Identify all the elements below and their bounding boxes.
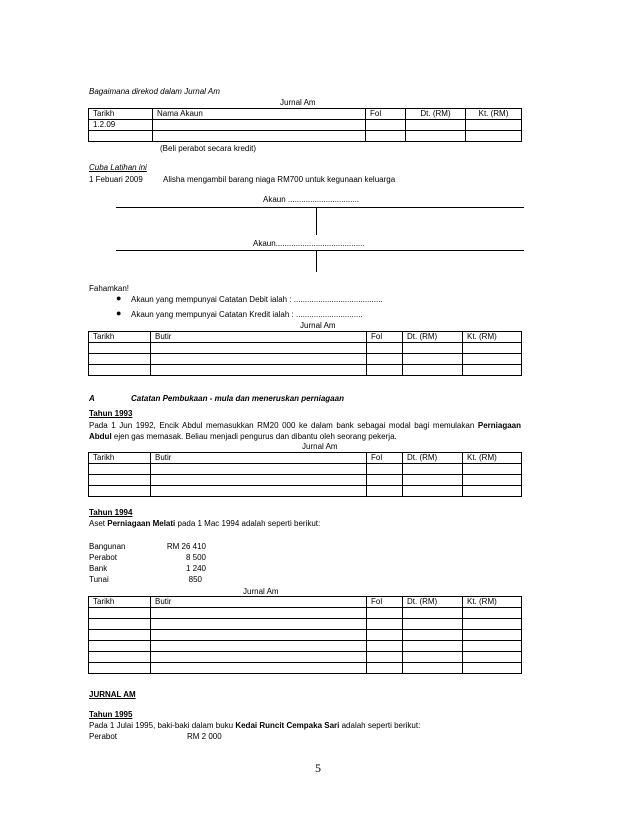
section-letter: A xyxy=(89,394,95,403)
t-account-1-title: Akaun ................................ xyxy=(263,195,360,204)
year-1994-heading: Tahun 1994 xyxy=(89,508,133,517)
row-date: 1.2.09 xyxy=(89,120,153,131)
table-header-row xyxy=(89,453,522,464)
col-kredit: Kt. (RM) xyxy=(463,332,522,343)
journal-table-3 xyxy=(88,452,522,497)
col-butir: Butir xyxy=(151,597,367,608)
journal-table-2 xyxy=(88,331,522,376)
intro-heading: Bagaimana direkod dalam Jurnal Am xyxy=(89,87,220,96)
asset-name: Tunai xyxy=(89,575,109,584)
bullet-debit: Akaun yang mempunyai Catatan Debit ialah : ........................................ xyxy=(131,295,383,304)
col-fol: Fol xyxy=(367,453,403,464)
year-1993-heading: Tahun 1993 xyxy=(89,409,133,418)
year-1993-text: Pada 1 Jun 1992, Encik Abdul memasukkan RM20 000 ke dalam bank sebagai modal bagi memulakan Perniagaan Abdul ejen gas memasak. Beliau menjadi pengurus dan dibantu oleh seorang pekerja. xyxy=(89,421,521,441)
col-tarikh: Tarikh xyxy=(89,332,151,343)
exercise-heading: Cuba Latihan ini xyxy=(89,163,147,172)
t-account-2-hline xyxy=(116,250,524,251)
asset-name: Bank xyxy=(89,564,108,573)
asset-name: Perabot xyxy=(89,553,118,562)
table-row xyxy=(89,663,522,674)
asset-name: Bangunan xyxy=(89,542,126,551)
bullet-icon: ● xyxy=(116,308,122,318)
t-account-1-vline xyxy=(316,207,317,235)
table-row xyxy=(89,630,522,641)
table-row xyxy=(89,486,522,497)
table-row xyxy=(89,343,522,354)
asset-value: 1 240 xyxy=(185,564,206,573)
understand-heading: Fahamkan! xyxy=(89,284,130,293)
bullet-icon: ● xyxy=(116,293,122,303)
item-value: RM 2 000 xyxy=(187,732,222,741)
item-name: Perabot xyxy=(89,732,118,741)
col-butir: Butir xyxy=(151,332,367,343)
bullet-kredit: Akaun yang mempunyai Catatan Kredit ialah : .............................. xyxy=(131,310,363,319)
journal-table-4 xyxy=(88,596,522,674)
t-account-2-vline xyxy=(316,250,317,272)
table-row xyxy=(89,120,522,131)
col-fol: Fol xyxy=(367,332,403,343)
table-header-row xyxy=(89,597,522,608)
col-tarikh: Tarikh xyxy=(89,453,151,464)
table-row xyxy=(89,475,522,486)
year-1995-text: Pada 1 Julai 1995, baki-baki dalam buku Kedai Runcit Cempaka Sari adalah seperti berikut: xyxy=(89,721,421,730)
table-row xyxy=(89,652,522,663)
col-kredit: Kt. (RM) xyxy=(463,453,522,464)
table-header-row xyxy=(89,332,522,343)
page-number: 5 xyxy=(315,761,321,775)
journal-title-3: Jurnal Am xyxy=(302,442,338,451)
col-debit: Dt. (RM) xyxy=(403,332,463,343)
exercise-date: 1 Febuari 2009 xyxy=(89,175,143,184)
table-row xyxy=(89,641,522,652)
table-row xyxy=(89,365,522,376)
col-debit: Dt. (RM) xyxy=(403,453,463,464)
col-tarikh: Tarikh xyxy=(89,109,153,120)
col-kredit: Kt. (RM) xyxy=(463,597,522,608)
table-row xyxy=(89,608,522,619)
journal-title-4: Jurnal Am xyxy=(243,587,279,596)
t-account-2-title: Akaun........................................ xyxy=(253,239,365,248)
col-tarikh: Tarikh xyxy=(89,597,151,608)
col-debit: Dt. (RM) xyxy=(403,597,463,608)
col-debit: Dt. (RM) xyxy=(406,109,466,120)
table-row xyxy=(89,131,522,142)
table-row xyxy=(89,464,522,475)
section-title: Catatan Pembukaan - mula dan meneruskan perniagaan xyxy=(131,394,344,403)
year-1995-heading: Tahun 1995 xyxy=(89,710,133,719)
col-fol: Fol xyxy=(366,109,406,120)
col-kredit: Kt. (RM) xyxy=(466,109,522,120)
entry-note: (Beli perabot secara kredit) xyxy=(160,144,257,153)
table-header-row xyxy=(89,109,522,120)
asset-value: RM 26 410 xyxy=(166,542,206,551)
table-row xyxy=(89,619,522,630)
exercise-text: Alisha mengambil barang niaga RM700 untuk kegunaan keluarga xyxy=(163,175,396,184)
col-fol: Fol xyxy=(367,597,403,608)
jurnal-am-heading: JURNAL AM xyxy=(89,690,136,699)
asset-value: 8 500 xyxy=(185,553,206,562)
journal-table-1 xyxy=(88,108,522,142)
table-row xyxy=(89,354,522,365)
col-nama-akaun: Nama Akaun xyxy=(153,109,366,120)
t-account-1-hline xyxy=(116,207,524,208)
year-1994-text: Aset Perniagaan Melati pada 1 Mac 1994 adalah seperti berikut: xyxy=(89,519,321,528)
col-butir: Butir xyxy=(151,453,367,464)
journal-title-2: Jurnal Am xyxy=(300,321,336,330)
asset-value: 850 xyxy=(188,575,202,584)
journal-title-1: Jurnal Am xyxy=(280,98,316,107)
